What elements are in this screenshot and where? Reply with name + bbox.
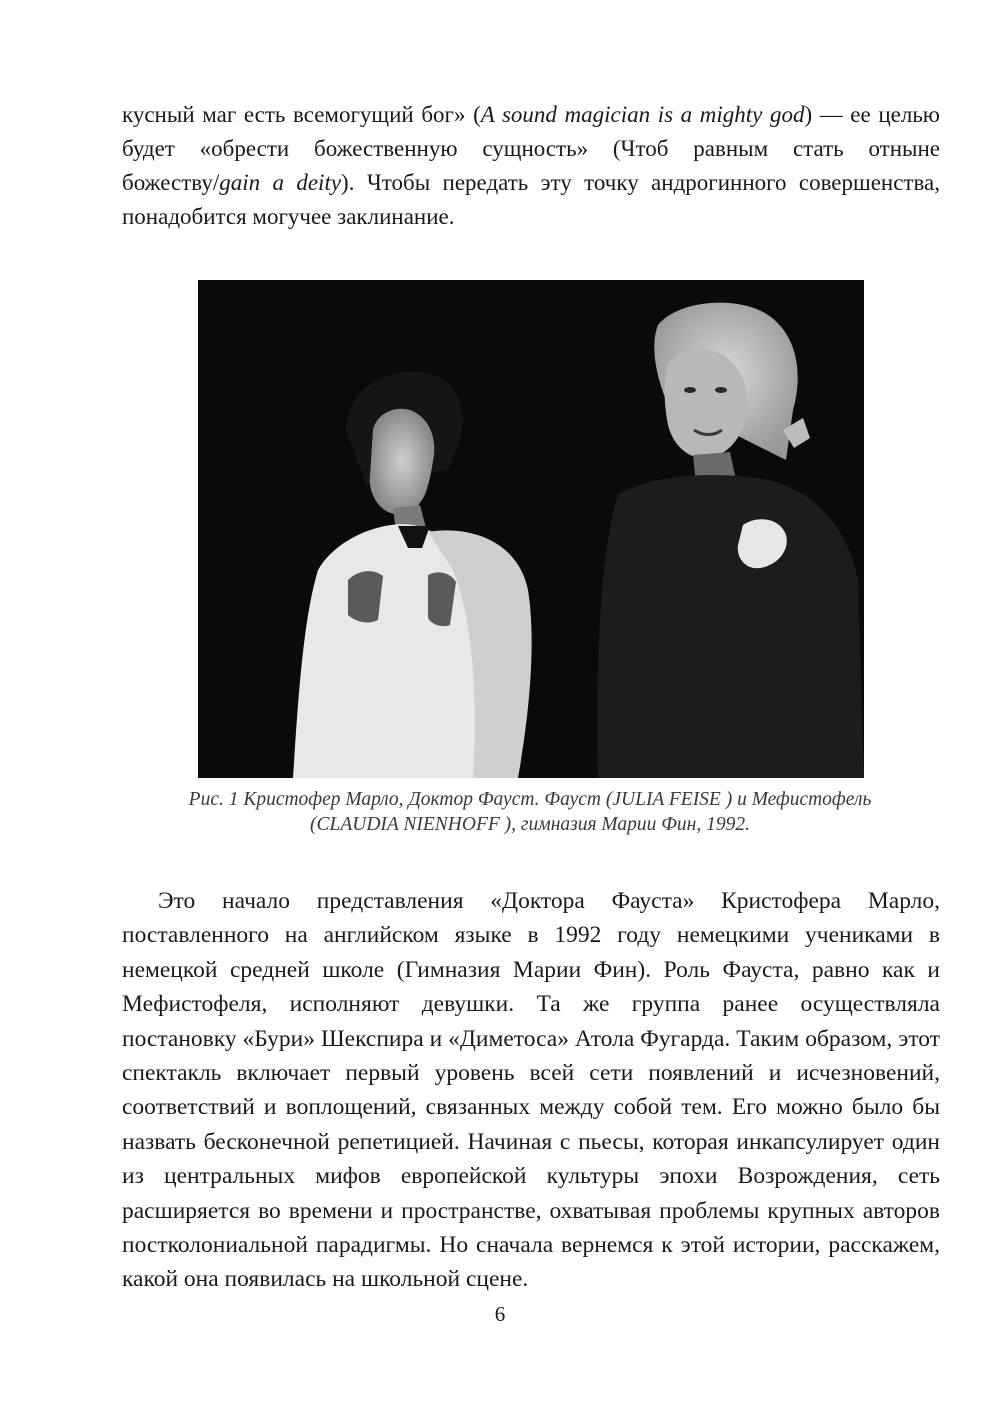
photo-illustration: [198, 280, 864, 778]
intro-italic-1: A sound magician is a mighty god: [480, 102, 805, 127]
page-number: 6: [494, 1302, 506, 1326]
intro-italic-2: gain a deity: [219, 170, 342, 195]
caption-line-2: (CLAUDIA NIENHOFF ), гимназия Марии Фин, 1992.: [310, 814, 750, 835]
intro-text-3: ). Чтобы передать эту точку андрогинного совершенства, понадобится могучее заклинание.: [122, 170, 941, 229]
body-paragraph: Это начало представления «Доктора Фауста» Кристофера Марло, поставленного на английском языке в 1992 году немецкими учениками в немецкой средней школе (Гимназия Марии Фин). Роль Фауста, равно как и Мефистофеля, исполняют девушки. Та же группа ранее осуществляла постановку «Бури» Шекспира и «Диметоса» Атола Фугарда. Таким образом, этот спектакль включает первый уровень всей сети появлений и исчезновений, соответствий и воплощений, связанных между собой тем. Его можно было бы назвать бесконечной репетицией. Начиная с пьесы, которая инкапсулирует один из центральных мифов европейской культуры эпохи Возрождения, сеть расширяется во времени и пространстве, охватывая проблемы крупных авторов постколониальной парадигмы. Но сначала вернемся к этой истории, расскажем, какой она появилась на школьной сцене.: [122, 888, 940, 1293]
intro-text-2: ) — ее целью будет «обрести божественную сущность» (Чтоб равным стать отныне божеству/: [122, 102, 940, 195]
figure-photo: [198, 280, 864, 778]
intro-text-1: кусный маг есть всемогущий бог» (: [122, 102, 481, 127]
intro-paragraph: [122, 98, 940, 234]
figure-caption: [140, 787, 920, 837]
caption-line-1: Рис. 1 Кристофер Марло, Доктор Фауст. Фауст (JULIA FEISE ) и Мефистофель: [188, 789, 872, 810]
